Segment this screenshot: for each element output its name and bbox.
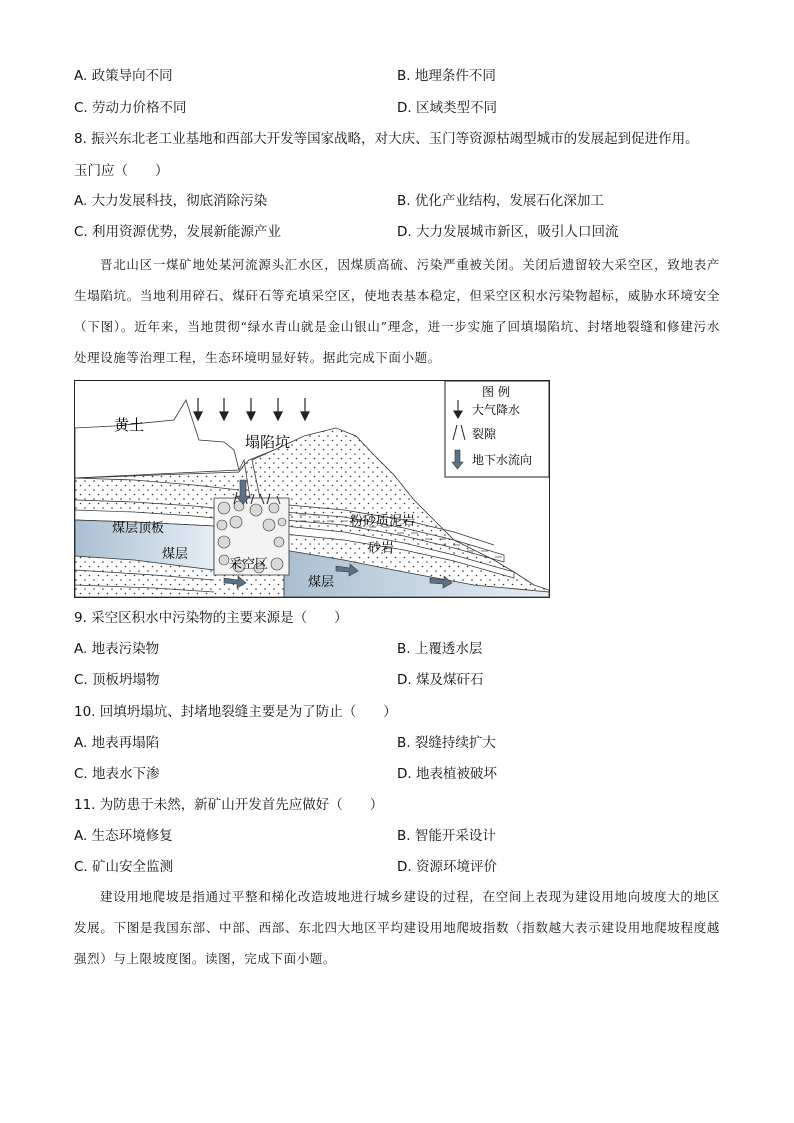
q7-option-c: C. 劳动力价格不同	[74, 100, 187, 116]
q10-option-a: A. 地表再塌陷	[74, 735, 160, 751]
q11-option-d: D. 资源环境评价	[397, 859, 497, 875]
label-sandstone: 砂岩	[368, 541, 395, 556]
q9-option-a: A. 地表污染物	[74, 641, 160, 657]
q8-option-a: A. 大力发展科技，彻底消除污染	[74, 193, 268, 209]
q8-stem-line1: 8. 振兴东北老工业基地和西部大开发等国家战略，对大庆、玉门等资源枯竭型城市的发展起到促进作用。	[74, 131, 699, 147]
q11-option-b: B. 智能开采设计	[397, 828, 496, 844]
q10-option-b: B. 裂缝持续扩大	[397, 735, 496, 751]
q8-option-c: C. 利用资源优势，发展新能源产业	[74, 224, 282, 240]
q9-option-d: D. 煤及煤矸石	[397, 672, 484, 688]
q7-option-d: D. 区域类型不同	[397, 100, 497, 116]
q10-option-c: C. 地表水下渗	[74, 766, 160, 782]
q9-option-b: B. 上覆透水层	[397, 641, 483, 657]
label-goaf: 采空区	[229, 557, 269, 572]
passage-land-climbing-text: 建设用地爬坡是指通过平整和梯化改造坡地进行城乡建设的过程，在空间上表现为建设用地向坡度大的地区发展。下图是我国东部、中部、西部、东北四大地区平均建设用地爬坡指数（指数越大表示建设用地爬坡程度越强烈）与上限坡度图。读图，完成下面小题。	[74, 889, 720, 966]
q8-stem-line2: 玉门应（ ）	[74, 163, 169, 179]
label-coal-left: 煤层	[162, 547, 189, 562]
q9-option-c: C. 顶板坍塌物	[74, 672, 160, 688]
label-coal-right: 煤层	[308, 575, 335, 590]
label-roof: 煤层顶板	[112, 521, 165, 536]
q7-option-a: A. 政策导向不同	[74, 68, 173, 84]
geological-section-figure	[74, 380, 550, 598]
label-siltstone: 粉砂质泥岩	[350, 514, 416, 529]
q11-option-c: C. 矿山安全监测	[74, 859, 174, 875]
legend-rain: 大气降水	[472, 403, 521, 417]
q8-option-b: B. 优化产业结构，发展石化深加工	[397, 193, 604, 209]
legend-flow: 地下水流向	[472, 453, 533, 467]
passage-coal-mine	[74, 249, 720, 373]
passage-coal-mine-text: 晋北山区一煤矿地处某河流源头汇水区，因煤质高硫、污染严重被关闭。关闭后遗留较大采空区，致地表产生塌陷坑。当地利用碎石、煤矸石等充填采空区，使地表基本稳定，但采空区积水污染物超标，威胁水环境安全（下图）。近年来，当地贯彻“绿水青山就是金山银山”理念，进一步实施了回填塌陷坑、封堵地裂缝和修建污水处理设施等治理工程，生态环境明显好转。据此完成下面小题。	[74, 257, 720, 365]
q10-stem: 10. 回填坍塌坑、封堵地裂缝主要是为了防止（ ）	[74, 704, 397, 720]
q11-option-a: A. 生态环境修复	[74, 828, 173, 844]
q11-stem: 11. 为防患于未然，新矿山开发首先应做好（ ）	[74, 797, 384, 813]
q8-option-d: D. 大力发展城市新区，吸引人口回流	[397, 224, 619, 240]
legend-crack: 裂隙	[472, 427, 497, 441]
passage-land-climbing	[74, 881, 720, 974]
label-pit: 塌陷坑	[245, 433, 291, 451]
q7-option-b: B. 地理条件不同	[397, 68, 496, 84]
q9-stem: 9. 采空区积水中污染物的主要来源是（ ）	[74, 610, 348, 626]
legend-title: 图 例	[482, 385, 510, 399]
q10-option-d: D. 地表植被破坏	[397, 766, 497, 782]
label-loess: 黄土	[114, 416, 145, 434]
